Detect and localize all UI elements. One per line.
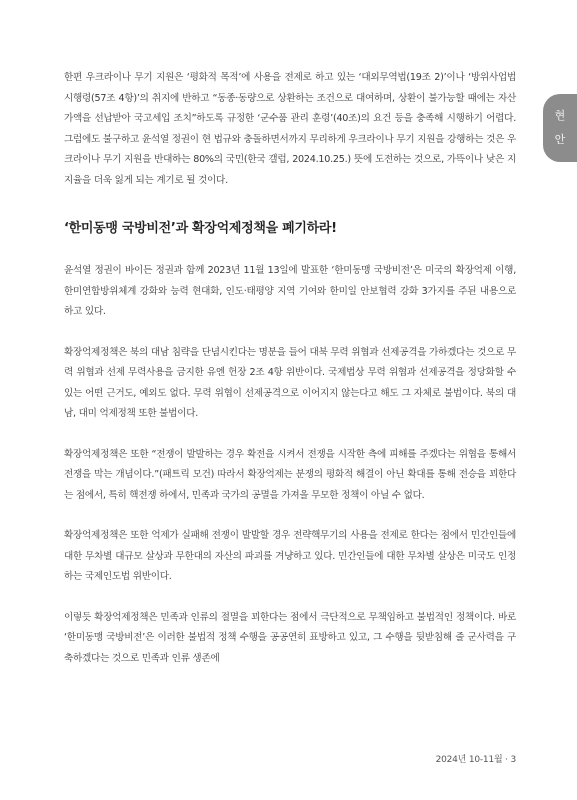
article-body [64, 68, 516, 669]
paragraph: 확장억제정책은 북의 대남 침략을 단념시킨다는 명분을 들어 대북 무력 위협과 선제공격을 가하겠다는 것으로 무력 위협과 선제 무력사용을 금지한 유엔 헌장 2조 4항 위반이다. 국제법상 무력 위협과 선제공격을 정당화할 수 있는 어떤 근거도, 예외도 없다. 무력 위협이 선제공격으로 이어지지 않는다고 해도 그 자체로 불법이다. 북의 대남, 대미 억제정책 또한 불법이다. [64, 346, 516, 419]
section-tab-char-2: 안 [554, 133, 566, 146]
paragraph: 윤석열 정권이 바이든 정권과 함께 2023년 11월 13일에 발표한 ‘한미동맹 국방비전’은 미국의 확장억제 이행, 한미연합방위체계 강화와 능력 현대화, 인도·태평양 지역 기여와 한미일 안보협력 강화 3가지를 주된 내용으로 하고 있다. [64, 265, 516, 317]
paragraph: 확장억제정책은 또한 억제가 실패해 전쟁이 발발할 경우 전략핵무기의 사용을 전제로 한다는 점에서 민간인들에 대한 무차별 대규모 살상과 무한대의 자산의 파괴를 겨냥하고 있다. 민간인들에 대한 무차별 살상은 미국도 인정하는 국제인도법 위반이다. [64, 530, 516, 582]
section-tab-char-1: 현 [554, 109, 566, 122]
section-heading: ‘한미동맹 국방비전’과 확장억제정책을 폐기하라! [64, 221, 337, 236]
section-tab[interactable] [543, 94, 577, 162]
paragraph: 한편 우크라이나 무기 지원은 ‘평화적 목적’에 사용을 전제로 하고 있는 ‘대외무역법(19조 2)’이나 ‘방위사업법 시행령(57조 4항)’의 취지에 반하고 “동종·동량으로 상환하는 조건으로 대여하며, 상환이 불가능할 때에는 자산가액을 선납받아 국고세입 조치”하도록 규정한 ‘군수품 관리 훈령’(40조)의 요건 등을 충족해 시행하기 어렵다. 그럼에도 불구하고 윤석열 정권이 현 법규와 충돌하면서까지 무리하게 우크라이나 무기 지원을 강행하는 것은 우크라이나 무기 지원을 반대하는 80%의 국민(한국 갤럽, 2024.10.25.) 뜻에 도전하는 것으로, 가뜩이나 낮은 지지율을 더욱 잃게 되는 계기로 될 것이다. [64, 72, 516, 186]
paragraph: 확장억제정책은 또한 “전쟁이 발발하는 경우 확전을 시켜서 전쟁을 시작한 측에 피해를 주겠다는 위협을 통해서 전쟁을 막는 개념이다.”(패트릭 모건) 따라서 확장억제는 분쟁의 평화적 해결이 아닌 확대를 통해 전승을 꾀한다는 점에서, 특히 핵전쟁 하에서, 민족과 국가의 공멸을 가져올 무모한 정책이 아닐 수 없다. [64, 448, 516, 501]
paragraph: 이렇듯 확장억제정책은 민족과 인류의 절멸을 꾀한다는 점에서 극단적으로 무책임하고 불법적인 정책이다. 바로 ‘한미동맹 국방비전’은 이러한 불법적 정책 수행을 공공연히 표방하고 있고, 그 수행을 뒷받침해 줄 군사력을 구축하겠다는 것으로 민족과 인류 생존에 [64, 611, 516, 664]
page-footer: 2024년 10-11월 · 3 [435, 755, 516, 765]
